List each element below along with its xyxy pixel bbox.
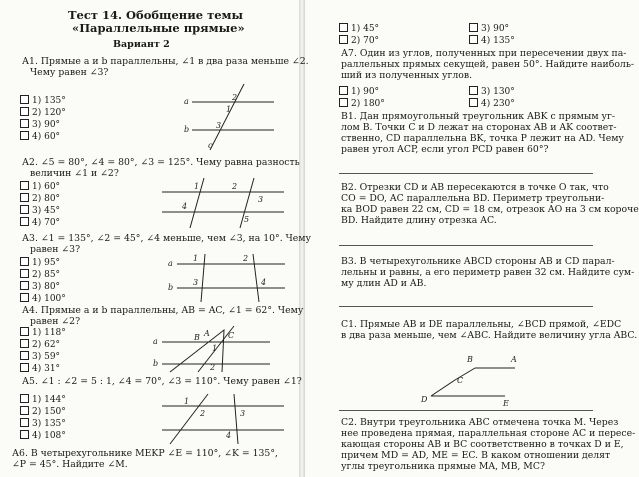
a2-option-1[interactable] (20, 181, 60, 192)
a5-option-2[interactable] (20, 406, 66, 417)
b1-line-1: В1. Дан прямоугольный треугольник ABK с прямым уг- (341, 111, 615, 122)
a1-option-1[interactable] (20, 95, 66, 106)
c1-label-A: A (511, 355, 517, 364)
b3-line-1: В3. В четырехугольнике ABCD стороны AB и CD парал- (341, 256, 615, 267)
a3-option-2[interactable] (20, 269, 60, 280)
answer-line (339, 410, 593, 411)
option-label: 4) 108° (32, 431, 66, 441)
checkbox[interactable] (20, 205, 29, 214)
checkbox[interactable] (339, 86, 348, 95)
a3-option-3[interactable] (20, 281, 60, 292)
a3-label-3: 3 (193, 278, 199, 287)
checkbox[interactable] (20, 257, 29, 266)
c1-label-C: C (457, 376, 464, 385)
a4-option-3[interactable] (20, 351, 60, 362)
a4-label-1: 1 (212, 344, 218, 353)
a1-option-4[interactable] (20, 131, 60, 142)
b2-line-1: В2. Отрезки CD и AB пересекаются в точке O так, что (341, 182, 609, 193)
a5-figure (160, 392, 290, 446)
option-label: 1) 118° (32, 328, 66, 338)
c1-label-E: E (503, 399, 509, 408)
b1-line-3: ственно, CD параллельна BK, точка P лежит на AD. Чему (341, 133, 624, 144)
a3-label-2: 2 (243, 254, 249, 263)
a7-option-1[interactable] (339, 86, 379, 97)
test-subtitle: «Параллельные прямые» (72, 21, 245, 35)
b1-line-2: лом B. Точки C и D лежат на сторонах AB и AK соответ- (341, 122, 617, 133)
c2-line-1: С2. Внутри треугольника ABC отмечена точка M. Через (341, 417, 619, 428)
checkbox[interactable] (20, 193, 29, 202)
a4-option-2[interactable] (20, 339, 60, 350)
c1-line-1: С1. Прямые AB и DE параллельны, ∠BCD прямой, ∠EDC (341, 319, 622, 330)
c2-line-5: углы треугольника прямые MA, MB, MC? (341, 461, 545, 472)
a6-line-2: ∠P = 45°. Найдите ∠M. (12, 459, 128, 470)
a4-line-2: равен ∠2? (30, 316, 81, 327)
a1-label-b: b (184, 125, 190, 134)
option-label: 2) 150° (32, 407, 66, 417)
a5-option-3[interactable] (20, 418, 66, 429)
checkbox[interactable] (20, 394, 29, 403)
answer-line (339, 306, 593, 307)
a1-option-3[interactable] (20, 119, 60, 130)
right-page (305, 0, 639, 477)
a6-line-1: А6. В четырехугольнике MEKP ∠E = 110°, ∠K = 135°, (12, 448, 278, 459)
a3-option-1[interactable] (20, 257, 60, 268)
checkbox[interactable] (20, 339, 29, 348)
option-label: 4) 100° (32, 294, 66, 304)
checkbox[interactable] (20, 107, 29, 116)
checkbox[interactable] (20, 281, 29, 290)
a1-label-3: 3 (216, 121, 222, 130)
answer-line (339, 245, 593, 246)
a4-label-C: C (228, 331, 235, 340)
option-label: 3) 80° (32, 282, 61, 292)
checkbox[interactable] (20, 181, 29, 190)
option-label: 2) 62° (32, 340, 61, 350)
a1-label-a: a (184, 97, 189, 106)
c2-line-4: причем MD = AD, ME = EC. В каком отношении делят (341, 450, 611, 461)
a7-line-3: ший из полученных углов. (341, 70, 473, 81)
a1-line-2: Чему равен ∠3? (30, 67, 109, 78)
a5-line-1: А5. ∠1 : ∠2 = 5 : 1, ∠4 = 70°, ∠3 = 110°. Чему равен ∠1? (22, 376, 302, 387)
a5-option-4[interactable] (20, 430, 66, 441)
option-label: 4) 31° (32, 364, 61, 374)
checkbox[interactable] (339, 23, 348, 32)
checkbox[interactable] (20, 269, 29, 278)
b2-line-3: ка BOD равен 22 см, CD = 18 см, отрезок AO на 3 см короче (341, 204, 639, 215)
b3-line-3: му длин AD и AB. (341, 278, 427, 289)
option-label: 4) 60° (32, 132, 61, 142)
a3-label-4: 4 (261, 278, 267, 287)
a3-line-2: равен ∠3? (30, 244, 81, 255)
c1-label-B: B (467, 355, 473, 364)
a2-option-2[interactable] (20, 193, 60, 204)
a3-label-a: a (168, 259, 173, 268)
a2-option-4[interactable] (20, 217, 60, 228)
option-label: 3) 59° (32, 352, 61, 362)
checkbox[interactable] (20, 131, 29, 140)
option-label: 1) 90° (351, 87, 380, 97)
option-label: 3) 135° (32, 419, 66, 429)
checkbox[interactable] (20, 293, 29, 302)
prev-option-3[interactable] (469, 23, 509, 34)
option-label: 1) 144° (32, 395, 66, 405)
option-label: 2) 70° (351, 36, 380, 46)
checkbox[interactable] (20, 351, 29, 360)
prev-option-2[interactable] (339, 35, 379, 46)
checkbox[interactable] (20, 406, 29, 415)
prev-option-1[interactable] (339, 23, 379, 34)
b3-line-2: лельны и равны, а его периметр равен 32 см. Найдите сум- (341, 267, 635, 278)
c1-label-D: D (421, 395, 428, 404)
option-label: 3) 45° (32, 206, 61, 216)
checkbox[interactable] (20, 363, 29, 372)
a7-line-1: А7. Один из углов, полученных при пересечении двух па- (341, 48, 627, 59)
b2-line-4: BD. Найдите длину отрезка AC. (341, 215, 497, 226)
a2-option-3[interactable] (20, 205, 60, 216)
a2-label-4: 4 (182, 202, 188, 211)
c1-line-2: в два раза меньше, чем ∠ABC. Найдите величину угла ABC. (341, 330, 638, 341)
option-label: 4) 135° (481, 36, 515, 46)
variant-label: Вариант 2 (113, 39, 170, 50)
a1-line-1: А1. Прямые a и b параллельны, ∠1 в два раза меньше ∠2. (22, 56, 309, 67)
a4-label-a: a (153, 337, 158, 346)
checkbox[interactable] (469, 35, 478, 44)
answer-line (339, 173, 593, 174)
checkbox[interactable] (20, 430, 29, 439)
a2-label-3: 3 (258, 195, 264, 204)
a3-label-1: 1 (193, 254, 199, 263)
a1-figure (182, 82, 282, 152)
checkbox[interactable] (20, 418, 29, 427)
option-label: 2) 80° (32, 194, 61, 204)
a1-label-2: 2 (232, 93, 238, 102)
checkbox[interactable] (339, 98, 348, 107)
option-label: 2) 180° (351, 99, 385, 109)
prev-option-4[interactable] (469, 35, 515, 46)
a3-option-4[interactable] (20, 293, 66, 304)
a5-option-1[interactable] (20, 394, 66, 405)
a3-label-b: b (168, 283, 174, 292)
a4-line-1: А4. Прямые a и b параллельны, AB = AC, ∠1 = 62°. Чему (22, 305, 304, 316)
a3-line-1: А3. ∠1 = 135°, ∠2 = 45°, ∠4 меньше, чем ∠3, на 10°. Чему (22, 233, 311, 244)
option-label: 4) 70° (32, 218, 61, 228)
checkbox[interactable] (469, 86, 478, 95)
a2-label-5: 5 (244, 215, 250, 224)
a4-label-B: B (194, 333, 200, 342)
a2-label-2: 2 (232, 182, 238, 191)
a7-option-3[interactable] (469, 86, 515, 97)
a2-label-1: 1 (194, 182, 200, 191)
checkbox[interactable] (20, 119, 29, 128)
option-label: 3) 130° (481, 87, 515, 97)
a2-line-2: величин ∠1 и ∠2? (30, 168, 119, 179)
option-label: 2) 85° (32, 270, 61, 280)
a1-option-2[interactable] (20, 107, 66, 118)
option-label: 4) 230° (481, 99, 515, 109)
c1-figure (415, 352, 525, 408)
option-label: 1) 135° (32, 96, 66, 106)
a2-figure (160, 178, 290, 230)
a5-label-1: 1 (184, 397, 190, 406)
checkbox[interactable] (20, 217, 29, 226)
checkbox[interactable] (20, 327, 29, 336)
a5-label-3: 3 (240, 409, 246, 418)
checkbox[interactable] (339, 35, 348, 44)
option-label: 2) 120° (32, 108, 66, 118)
a5-label-4: 4 (226, 431, 232, 440)
a4-option-4[interactable] (20, 363, 60, 374)
a2-line-1: А2. ∠5 = 80°, ∠4 = 80°, ∠3 = 125°. Чему равна разность (22, 157, 300, 168)
option-label: 1) 45° (351, 24, 380, 34)
a1-label-c: c (208, 141, 213, 150)
a4-label-2: 2 (210, 363, 216, 372)
a4-label-A: A (204, 329, 210, 338)
test-title: Тест 14. Обобщение темы (68, 8, 244, 22)
a3-figure (165, 252, 290, 304)
a4-option-1[interactable] (20, 327, 66, 338)
checkbox[interactable] (469, 98, 478, 107)
a5-label-2: 2 (200, 409, 206, 418)
a4-label-b: b (153, 359, 159, 368)
checkbox[interactable] (20, 95, 29, 104)
c2-line-2: нее проведена прямая, параллельная стороне AC и пересе- (341, 428, 636, 439)
left-page (0, 0, 311, 477)
a7-option-4[interactable] (469, 98, 515, 109)
a4-figure (150, 324, 280, 374)
a7-line-2: раллельных прямых секущей, равен 50°. Найдите наиболь- (341, 59, 635, 70)
a7-option-2[interactable] (339, 98, 385, 109)
option-label: 3) 90° (32, 120, 61, 130)
option-label: 1) 60° (32, 182, 61, 192)
b2-line-2: CO = DO, AC параллельна BD. Периметр треугольни- (341, 193, 605, 204)
c2-line-3: кающая стороны AB и BC соответственно в точках D и E, (341, 439, 624, 450)
b1-line-4: равен угол ACP, если угол PCD равен 60°? (341, 144, 549, 155)
a1-label-1: 1 (226, 105, 232, 114)
checkbox[interactable] (469, 23, 478, 32)
option-label: 3) 90° (481, 24, 510, 34)
option-label: 1) 95° (32, 258, 61, 268)
